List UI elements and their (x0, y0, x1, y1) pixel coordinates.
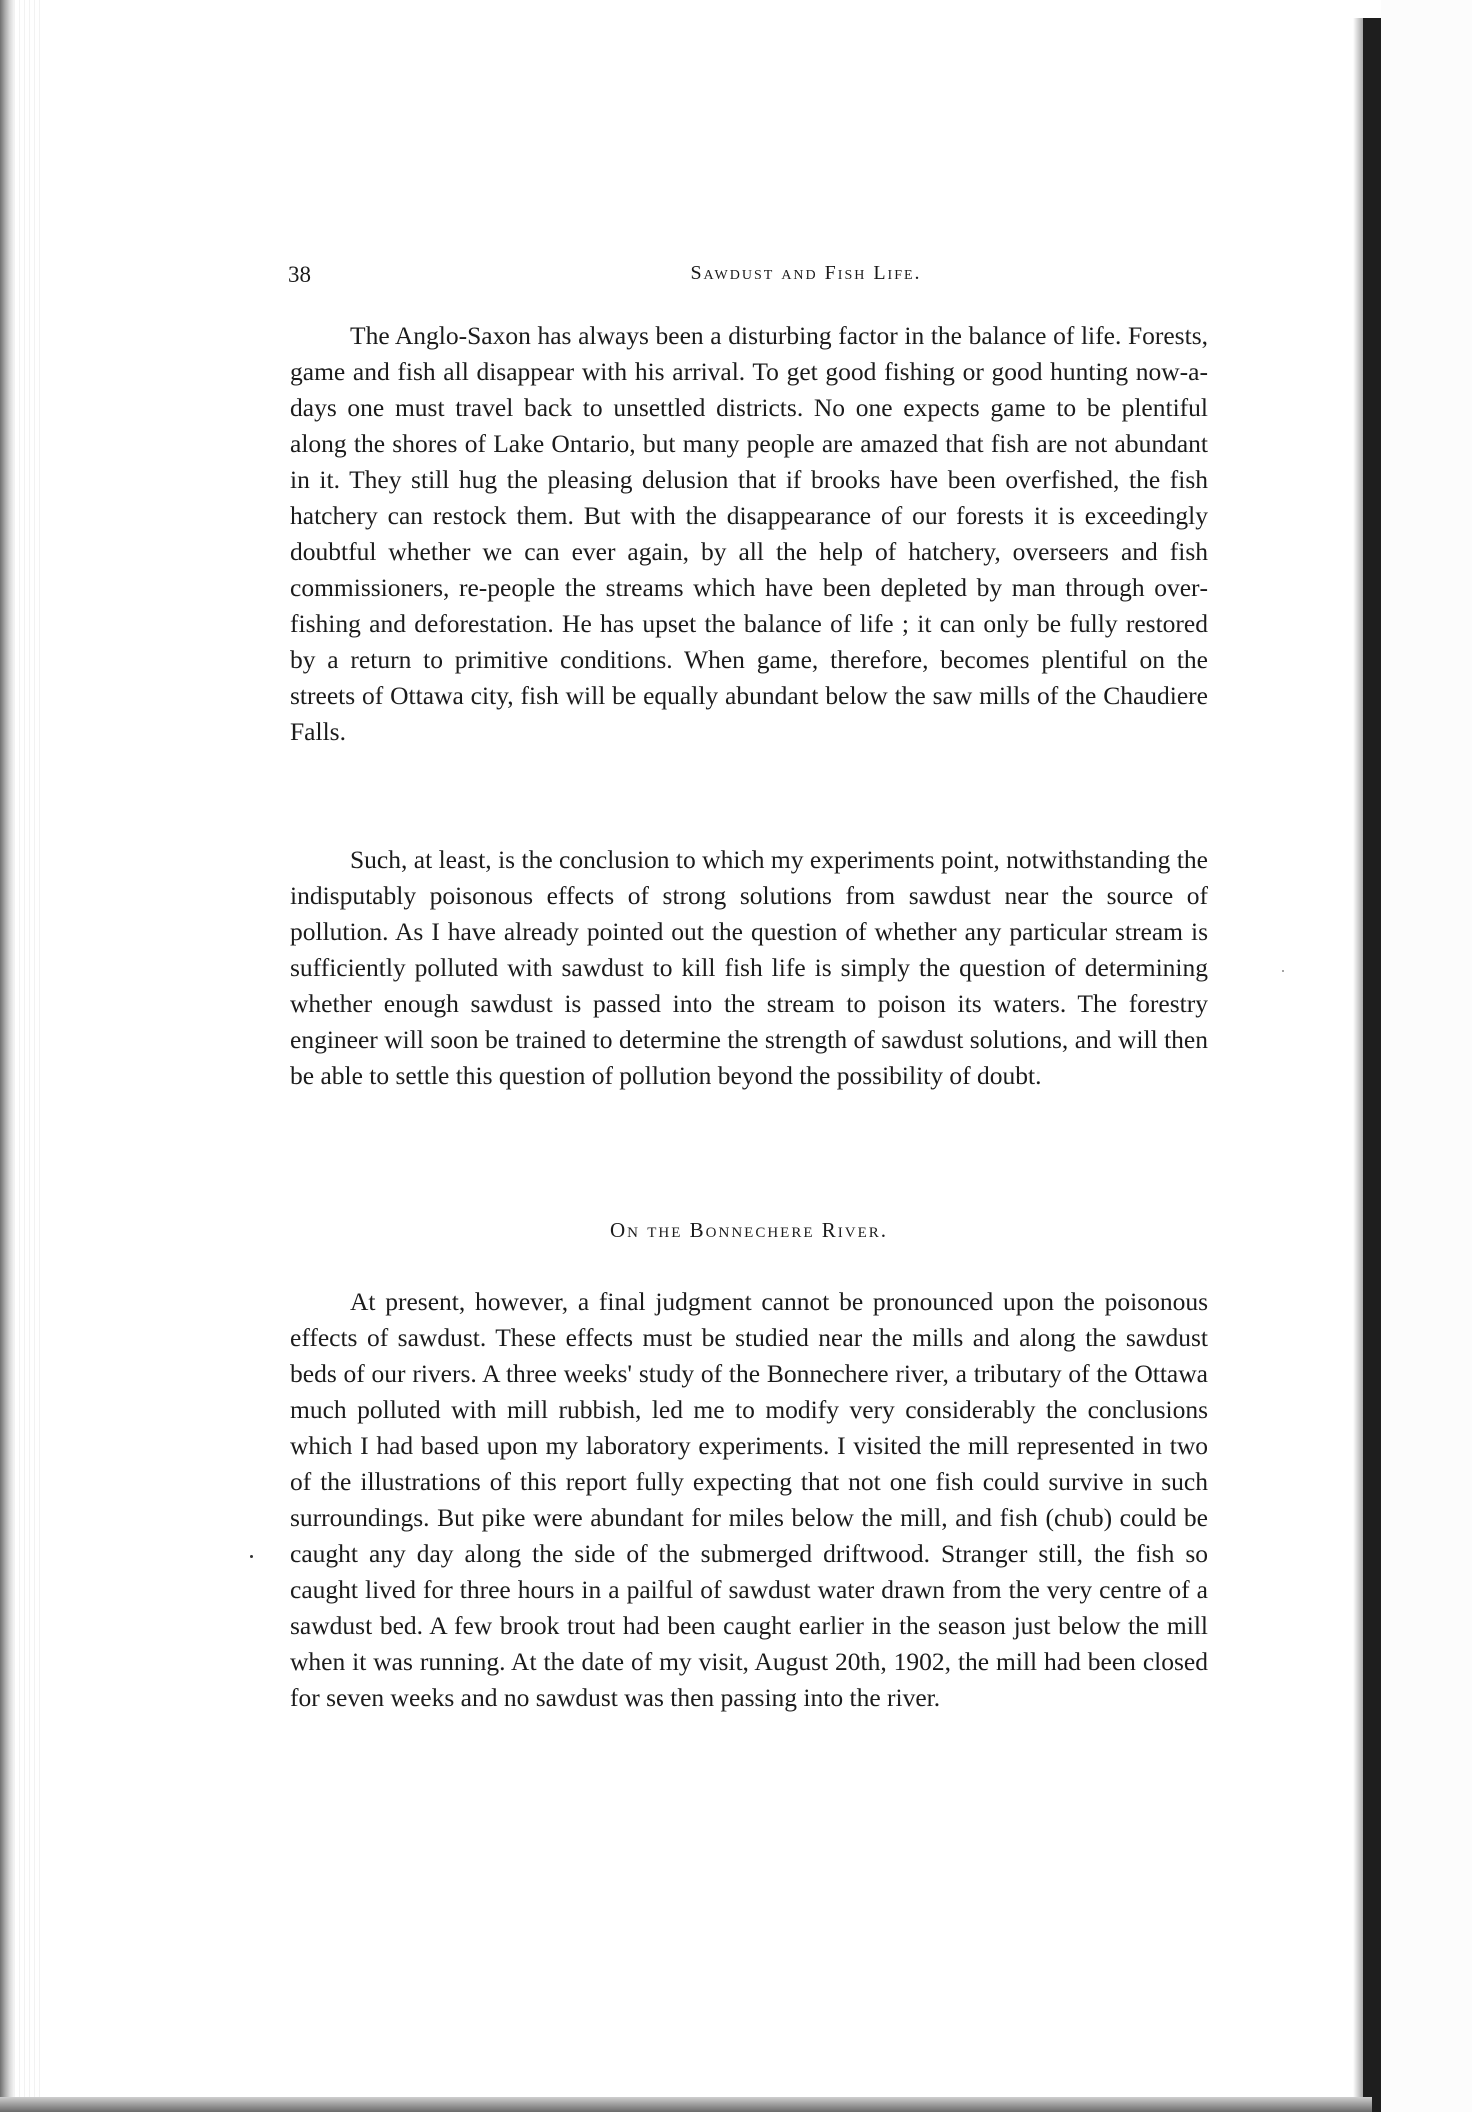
paragraph-conclusion: Such, at least, is the conclusion to which my experiments point, notwithstanding the indisputably poisonous effects of strong solutions from sawdust near the source of pollution. As I have already pointed out the question of whether any particular stream is sufficiently polluted with sawdust to kill fish life is simply the question of determining whether enough sawdust is passed into the stream to poison its waters. The forestry engineer will soon be trained to determine the strength of sawdust solutions, and will then be able to settle this question of pollution beyond the possibility of doubt. (290, 845, 1208, 1090)
gutter-shading (14, 0, 44, 2112)
page-edge-right (1363, 18, 1381, 2112)
paragraph-anglo-saxon: The Anglo-Saxon has always been a disturbing factor in the balance of life. Forests, game and fish all disappear with his arrival. To get good fishing or good hunting now-a-days one must travel back to unsettled districts. No one expects game to be plentiful along the shores of Lake Ontario, but many people are amazed that fish are not abundant in it. They still hug the pleasing delusion that if brooks have been overfished, the fish hatchery can restock them. But with the disappearance of our forests it is exceedingly doubtful whether we can ever again, by all the help of hatchery, overseers and fish commissioners, re-people the streams which have been depleted by man through overfishing and deforestation. He has upset the balance of life ; it can only be fully restored by a return to primitive conditions. When game, therefore, becomes plentiful on the streets of Ottawa city, fish will be equally abundant below the saw mills of the Chaudiere Falls. (290, 321, 1208, 746)
page-bottom-edge (0, 2097, 1372, 2112)
facing-page (1381, 0, 1472, 2112)
ink-speck (250, 1555, 253, 1558)
running-head (288, 262, 1210, 296)
page-edge-shadow (1353, 18, 1363, 2112)
book-binding-edge (0, 0, 14, 2112)
page-number: 38 (288, 262, 311, 287)
section-heading: On the Bonnechere River. (610, 1218, 888, 1242)
ink-speck (1282, 970, 1284, 972)
paragraph-bonnechere: At present, however, a final judgment cannot be pronounced upon the poisonous effects of sawdust. These effects must be studied near the mills and along the sawdust beds of our rivers. A three weeks' study of the Bonnechere river, a tributary of the Ottawa much polluted with mill rubbish, led me to modify very considerably the conclusions which I had based upon my laboratory experiments. I visited the mill represented in two of the illustrations of this report fully expecting that not one fish could survive in such surroundings. But pike were abundant for miles below the mill, and fish (chub) could be caught any day along the side of the submerged driftwood. Stranger still, the fish so caught lived for three hours in a pailful of sawdust water drawn from the very centre of a sawdust bed. A few brook trout had been caught earlier in the season just below the mill when it was running. At the date of my visit, August 20th, 1902, the mill had been closed for seven weeks and no sawdust was then passing into the river. (290, 1287, 1208, 1712)
running-title: Sawdust and Fish Life. (690, 262, 922, 284)
